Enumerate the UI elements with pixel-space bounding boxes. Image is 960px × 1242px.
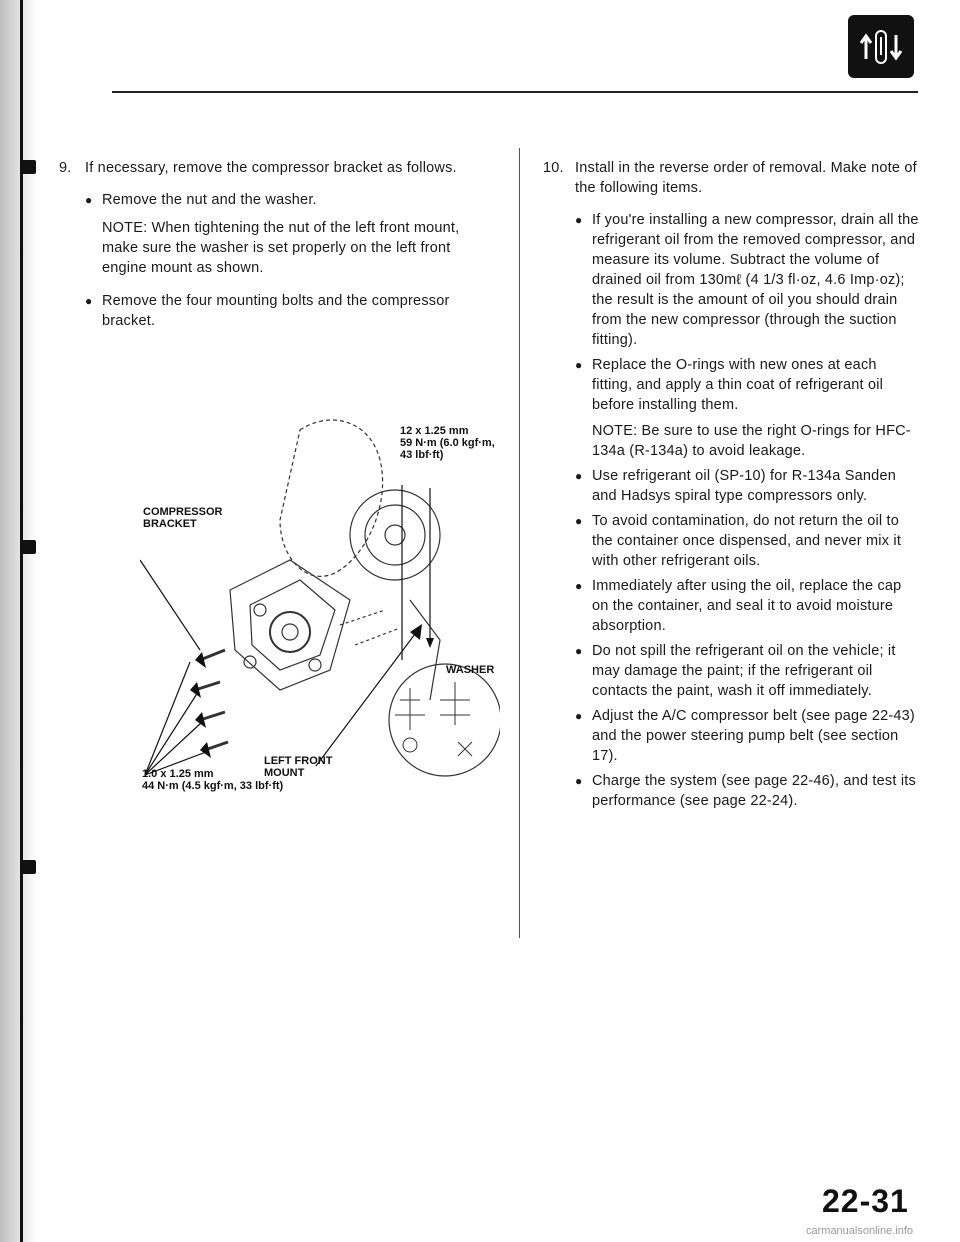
step-number: 10.	[543, 160, 564, 176]
step-title: Install in the reverse order of removal. Make note of the following items.	[575, 160, 917, 196]
watermark: carmanualsonline.info	[806, 1225, 914, 1237]
step-title: If necessary, remove the compressor bracket as follows.	[85, 160, 457, 176]
step-9	[59, 158, 463, 344]
bolt-spec-top: 12 x 1.25 mm 59 N·m (6.0 kgf·m, 43 lbf·ft)	[400, 425, 495, 461]
bullet-icon: ●	[575, 514, 583, 528]
list-item: ● Immediately after using the oil, replace the cap on the container, and seal it to avoid moisture absorption.	[575, 578, 902, 634]
bullet-icon: ●	[575, 213, 583, 227]
compressor-bracket-label: COMPRESSOR BRACKET	[143, 506, 223, 530]
list-item: ● Replace the O-rings with new ones at each fitting, and apply a thin coat of refrigerant oil before installing them. NOTE: Be sure to use the right O-rings for HFC-134a (R-134a) to avoid leakage.	[575, 355, 919, 461]
page-number: 22-31	[822, 1183, 909, 1219]
step-10	[543, 158, 919, 816]
bullet-icon: ●	[575, 774, 583, 788]
list-item: ● Charge the system (see page 22-46), and test its performance (see page 22-24).	[575, 773, 916, 809]
step-number: 9.	[59, 160, 72, 176]
list-item: ● Remove the nut and the washer. NOTE: When tightening the nut of the left front mount, make sure the washer is set properly on the left front engine mount as shown.	[85, 190, 463, 278]
list-item: ● Remove the four mounting bolts and the compressor bracket.	[85, 293, 450, 329]
washer-label: WASHER	[446, 664, 495, 676]
note: NOTE: When tightening the nut of the left front mount, make sure the washer is set properly on the left front engine mount as shown.	[102, 220, 460, 276]
note: NOTE: Be sure to use the right O-rings for HFC-134a (R-134a) to avoid leakage.	[592, 423, 911, 459]
left-margin-rule	[20, 0, 23, 1242]
bullet-icon: ●	[575, 579, 583, 593]
bullet-icon: ●	[575, 469, 583, 483]
margin-tick	[20, 160, 36, 174]
bolt-spec-bottom: 1.0 x 1.25 mm 44 N·m (4.5 kgf·m, 33 lbf·ft)	[142, 768, 284, 792]
margin-tick	[20, 860, 36, 874]
ac-section-icon	[848, 15, 914, 78]
bullet-icon: ●	[85, 294, 93, 308]
list-item: ● To avoid contamination, do not return the oil to the container once dispensed, and never mix it with other refrigerant oils.	[575, 513, 902, 569]
bullet-icon: ●	[575, 358, 583, 372]
bullet-icon: ●	[575, 709, 583, 723]
list-item: ● Adjust the A/C compressor belt (see page 22-43) and the power steering pump belt (see section 17).	[575, 708, 915, 764]
column-divider	[519, 148, 520, 938]
list-item: ● If you're installing a new compressor, drain all the refrigerant oil from the removed compressor, and measure its volume. Subtract the volume of drained oil from 130mℓ (4 1/3 fl·oz, 4.6 Imp·oz); the result is the amount of oil you should drain from the new compressor (through the suction fitting).	[575, 212, 919, 348]
bullet-icon: ●	[85, 193, 93, 207]
header-rule	[112, 91, 918, 93]
bullet-icon: ●	[575, 644, 583, 658]
list-item: ● Do not spill the refrigerant oil on the vehicle; it may damage the paint; if the refrigerant oil contacts the paint, wash it off immediately.	[575, 643, 896, 699]
left-front-mount-label: LEFT FRONT MOUNT	[264, 755, 333, 779]
binding-shadow	[0, 0, 36, 1242]
list-item: ● Use refrigerant oil (SP-10) for R-134a Sanden and Hadsys spiral type compressors only.	[575, 468, 896, 504]
section-nav-badge	[848, 15, 914, 78]
margin-tick	[20, 540, 36, 554]
